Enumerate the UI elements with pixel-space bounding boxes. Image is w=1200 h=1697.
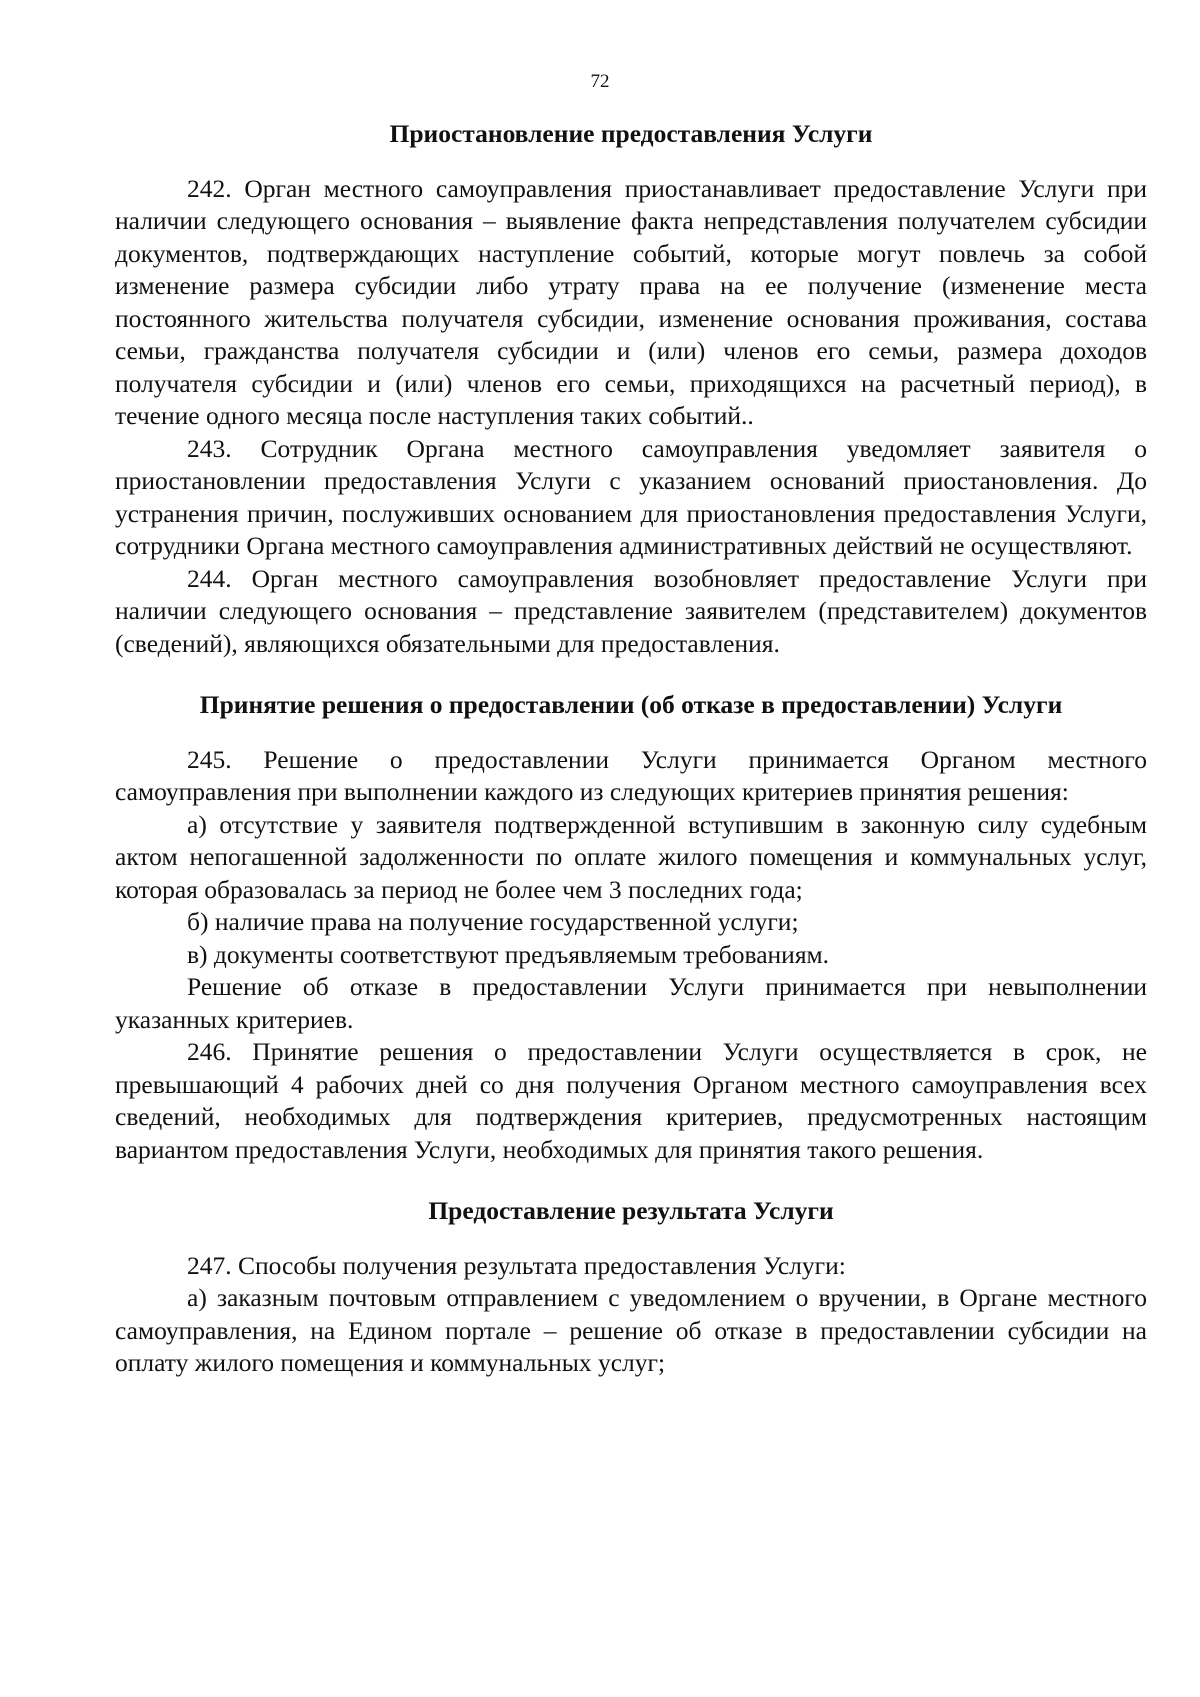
page-number: 72 [590,71,610,92]
document-body [115,118,1147,1380]
section-heading-result: Предоставление результата Услуги [428,1196,834,1225]
paragraph-refusal-decision: Решение об отказе в предоставлении Услуги принимается при невыполнении указанных критериев. [115,972,1147,1034]
paragraph-245-b: б) наличие права на получение государственной услуги; [187,907,799,936]
paragraph-242: 242. Орган местного самоуправления приостанавливает предоставление Услуги при наличии следующего основания – выявление факта непредставления получателем субсидии документов, подтверждающих наступление событий, которые могут повлечь за собой изменение размера субсидии либо утрату права на ее получение (изменение места постоянного жительства получателя субсидии, изменение основания проживания, состава семьи, гражданства получателя субсидии и (или) членов его семьи, размера доходов получателя субсидии и (или) членов его семьи, приходящихся на расчетный период), в течение одного месяца после наступления таких событий.. [115,173,1147,430]
paragraph-245: 245. Решение о предоставлении Услуги принимается Органом местного самоуправления при выполнении каждого из следующих критериев принятия решения: [115,744,1147,806]
paragraph-247: 247. Способы получения результата предоставления Услуги: [187,1250,846,1280]
paragraph-245-v: в) документы соответствуют предъявляемым требованиям. [187,939,830,969]
section-heading-suspension: Приостановление предоставления Услуги [389,119,873,148]
section-heading-decision: Принятие решения о предоставлении (об отказе в предоставлении) Услуги [199,690,1063,719]
paragraph-244: 244. Орган местного самоуправления возобновляет предоставление Услуги при наличии следующего основания – представление заявителем (представителем) документов (сведений), являющихся обязательными для предоставления. [115,563,1147,658]
paragraph-245-a: а) отсутствие у заявителя подтвержденной вступившим в законную силу судебным актом непогашенной задолженности по оплате жилого помещения и коммунальных услуг, которая образовалась за период не более чем 3 последних года; [115,809,1147,904]
paragraph-247-a: а) заказным почтовым отправлением с уведомлением о вручении, в Органе местного самоуправления, на Едином портале – решение об отказе в предоставлении субсидии на оплату жилого помещения и коммунальных услуг; [115,1283,1147,1377]
paragraph-243: 243. Сотрудник Органа местного самоуправления уведомляет заявителя о приостановлении предоставления Услуги с указанием оснований приостановления. До устранения причин, послуживших основанием для приостановления предоставления Услуги, сотрудники Органа местного самоуправления административных действий не осуществляют. [115,433,1147,560]
paragraph-246: 246. Принятие решения о предоставлении Услуги осуществляется в срок, не превышающий 4 рабочих дней со дня получения Органом местного самоуправления всех сведений, необходимых для подтверждения критериев, предусмотренных настоящим вариантом предоставления Услуги, необходимых для принятия такого решения. [115,1037,1147,1164]
